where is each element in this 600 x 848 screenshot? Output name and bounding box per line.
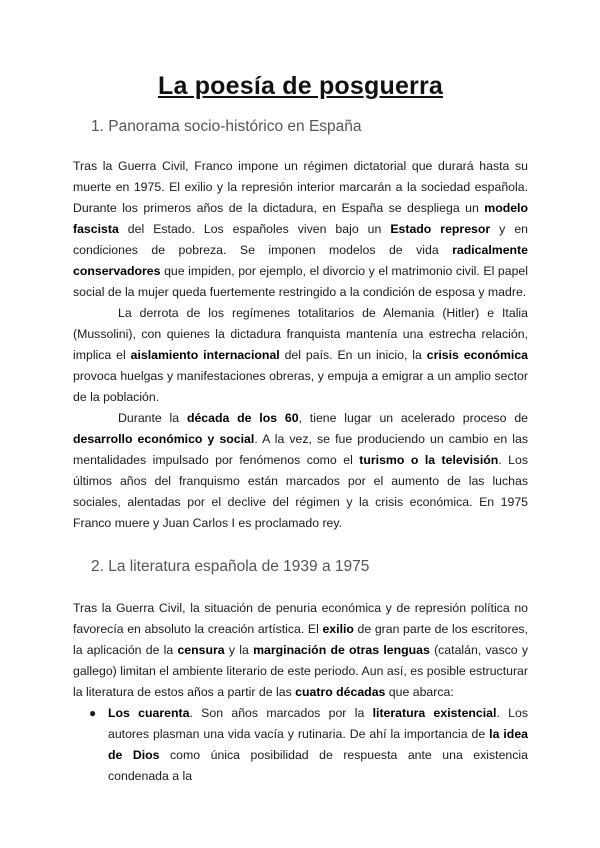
bold-text: marginación de otras lenguas: [253, 643, 430, 657]
bold-text: censura: [177, 643, 225, 657]
bold-text: la idea de Dios: [108, 727, 528, 762]
text-run: Durante la: [118, 411, 187, 425]
text-run: , tiene lugar un acelerado proceso de: [298, 411, 528, 425]
bold-text: crisis económica: [426, 348, 528, 362]
text-run: . A la vez, se fue produciendo un cambio en las mentalidades impulsado por fenómenos como el: [73, 432, 528, 467]
bold-text: década de los 60: [186, 411, 299, 425]
bold-text: literatura existencial: [372, 706, 497, 720]
list-item-los-cuarenta: [89, 703, 528, 787]
paragraph-sixties-development: [73, 408, 528, 534]
bold-text: radicalmente conservadores: [73, 243, 528, 278]
text-run: La derrota de los regímenes totalitarios de Alemania (Hitler) e Italia (Mussolini), con quienes la dictadura franquista mantenía una estrecha relación, implica el: [73, 306, 528, 362]
bold-text: aislamiento internacional: [130, 348, 280, 362]
text-run: Tras la Guerra Civil, Franco impone un régimen dictatorial que durará hasta su muerte en 1975. El exilio y la represión interior marcarán a la sociedad española. Durante los primeros años de la dictadura, en España se despliega un: [73, 159, 528, 215]
paragraph-literature-context: [73, 598, 528, 703]
paragraph-franco-regime: [73, 156, 528, 303]
section-heading-panorama: 1. Panorama socio-histórico en España: [91, 118, 362, 135]
bullet-dot-icon: ●: [89, 706, 97, 720]
text-run: de gran parte de los escritores, la aplicación de la: [73, 622, 528, 657]
text-run: que abarca:: [385, 685, 454, 699]
text-run: que impiden, por ejemplo, el divorcio y el matrimonio civil. El papel social de la mujer queda fuertemente restringido a la condición de esposa y madre.: [73, 264, 528, 299]
text-run: del país. En un inicio, la: [279, 348, 427, 362]
text-run: . Son años marcados por la: [189, 706, 373, 720]
text-run: y la: [224, 643, 254, 657]
bold-text: desarrollo económico y social: [73, 432, 255, 446]
bold-text: modelo fascista: [73, 201, 528, 236]
text-run: provoca huelgas y manifestaciones obreras, y empuja a emigrar a un amplio sector de la población.: [73, 369, 528, 404]
text-run: como única posibilidad de respuesta ante una existencia condenada a la: [108, 748, 528, 783]
bold-text: turismo o la televisión: [359, 453, 499, 467]
document-title: La poesía de posguerra: [157, 72, 444, 100]
paragraph-international-isolation: [73, 303, 528, 408]
section-heading-literatura: 2. La literatura española de 1939 a 1975: [91, 558, 370, 575]
text-run: . Los autores plasman una vida vacía y rutinaria. De ahí la importancia de: [108, 706, 528, 741]
list-item-text: [108, 706, 528, 783]
text-run: y en condiciones de pobreza. Se imponen modelos de vida: [73, 222, 528, 257]
text-run: . Los últimos años del franquismo están marcados por el aumento de las luchas sociales, alentadas por el declive del régimen y la crisis económica. En 1975 Franco muere y Juan Carlos I es proclamado rey.: [73, 453, 528, 530]
bold-text: Los cuarenta: [108, 706, 190, 720]
bold-text: cuatro décadas: [295, 685, 386, 699]
bold-text: Estado represor: [390, 222, 491, 236]
text-run: del Estado. Los españoles viven bajo un: [118, 222, 391, 236]
decades-list: [73, 703, 528, 787]
text-run: Tras la Guerra Civil, la situación de penuria económica y de represión política no favorecía en absoluto la creación artística. El: [73, 601, 528, 636]
bold-text: exilio: [322, 622, 354, 636]
text-run: (catalán, vasco y gallego) limitan el ambiente literario de este periodo. Aun así, es posible estructurar la literatura de estos años a partir de las: [73, 643, 528, 699]
